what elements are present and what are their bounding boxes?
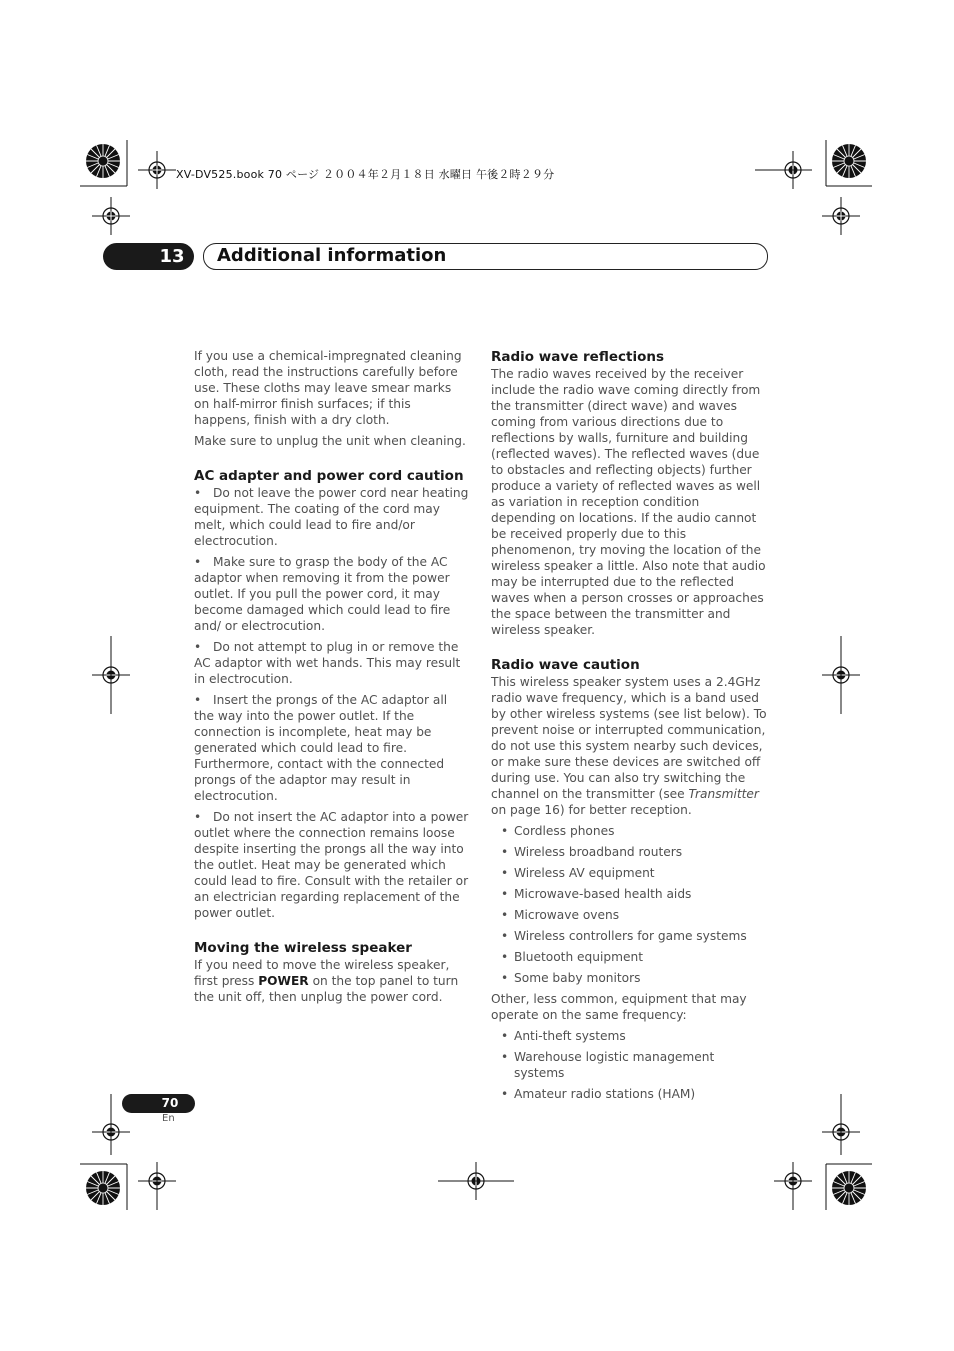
radio-caution-paragraph: This wireless speaker system uses a 2.4GHz radio wave frequency, which is a band used by other wireless systems (see list below). To prevent noise or interrupted communication, do not use this system nearby such devices, or make sure these devices are switched off during use. You can also try switching the channel on the transmitter (see Transmitter on page 16) for better reception.	[491, 675, 767, 817]
page-language: En	[162, 1113, 175, 1124]
chapter-title: Additional information	[217, 245, 447, 266]
right-column	[491, 348, 767, 1107]
chapter-number: 13	[159, 246, 185, 267]
interfering-devices-list	[491, 823, 767, 986]
list-item: • Microwave ovens	[491, 907, 767, 923]
ac-bullet: • Do not insert the AC adaptor into a power outlet where the connection remains loose despite inserting the prongs all the way into the outlet. Heat may be generated which could lead to fire. Consult with the retailer or an electrician regarding replacement of the power outlet.	[194, 810, 469, 920]
ac-adapter-heading: AC adapter and power cord caution	[194, 468, 464, 484]
other-equipment-paragraph: Other, less common, equipment that may operate on the same frequency:	[491, 992, 747, 1022]
reflections-heading: Radio wave reflections	[491, 349, 664, 365]
other-devices-list	[491, 1028, 767, 1102]
ac-bullet: • Insert the prongs of the AC adaptor all the way into the power outlet. If the connection is incomplete, heat may be generated which could lead to fire. Furthermore, contact with the connected prongs of the adaptor may result in electrocution.	[194, 693, 448, 803]
moving-speaker-heading: Moving the wireless speaker	[194, 940, 412, 956]
print-file-header: XV-DV525.book 70 ページ ２００４年２月１８日 水曜日 午後２時２９分	[176, 168, 555, 181]
list-item: • Some baby monitors	[491, 970, 767, 986]
list-item: • Cordless phones	[491, 823, 767, 839]
list-item: • Warehouse logistic management systems	[491, 1049, 767, 1081]
ac-bullet: • Do not leave the power cord near heating equipment. The coating of the cord may melt, which could lead to fire and/or electrocution.	[194, 486, 469, 548]
power-keyword: POWER	[258, 974, 309, 988]
list-item: • Amateur radio stations (HAM)	[491, 1086, 767, 1102]
reflections-paragraph: The radio waves received by the receiver include the radio wave coming directly from the transmitter (direct wave) and waves coming from various directions due to reflections by walls, furniture and building (reflected waves). The reflected waves (due to obstacles and reflecting objects) further produce a variety of reflected waves as well as variation in reception condition depending on locations. If the audio cannot be received properly due to this phenomenon, try moving the location of the wireless speaker a little. Also note that audio may be interrupted due to the reflected waves when a person crosses or approaches the space between the transmitter and wireless speaker.	[491, 367, 766, 637]
page-number: 70	[161, 1096, 179, 1110]
transmitter-reference: Transmitter	[688, 787, 759, 801]
ac-bullet: • Make sure to grasp the body of the AC adaptor when removing it from the power outlet. If you pull the power cord, it may become damaged which could lead to fire and/ or electrocution.	[194, 555, 451, 633]
moving-speaker-paragraph: If you need to move the wireless speaker, first press POWER on the top panel to turn the unit off, then unplug the power cord.	[194, 958, 459, 1004]
list-item: • Wireless controllers for game systems	[491, 928, 767, 944]
cleaning-paragraph: If you use a chemical-impregnated cleaning cloth, read the instructions carefully before use. These cloths may leave smear marks on half-mirror finish surfaces; if this happens, finish with a dry cloth.	[194, 349, 462, 427]
list-item: • Bluetooth equipment	[491, 949, 767, 965]
list-item: • Anti-theft systems	[491, 1028, 767, 1044]
list-item: • Wireless broadband routers	[491, 844, 767, 860]
list-item: • Microwave-based health aids	[491, 886, 767, 902]
unplug-paragraph: Make sure to unplug the unit when cleaning.	[194, 434, 466, 448]
left-column	[194, 348, 470, 1010]
list-item: • Wireless AV equipment	[491, 865, 767, 881]
ac-bullet: • Do not attempt to plug in or remove the AC adaptor with wet hands. This may result in electrocution.	[194, 640, 461, 686]
radio-caution-heading: Radio wave caution	[491, 657, 640, 673]
